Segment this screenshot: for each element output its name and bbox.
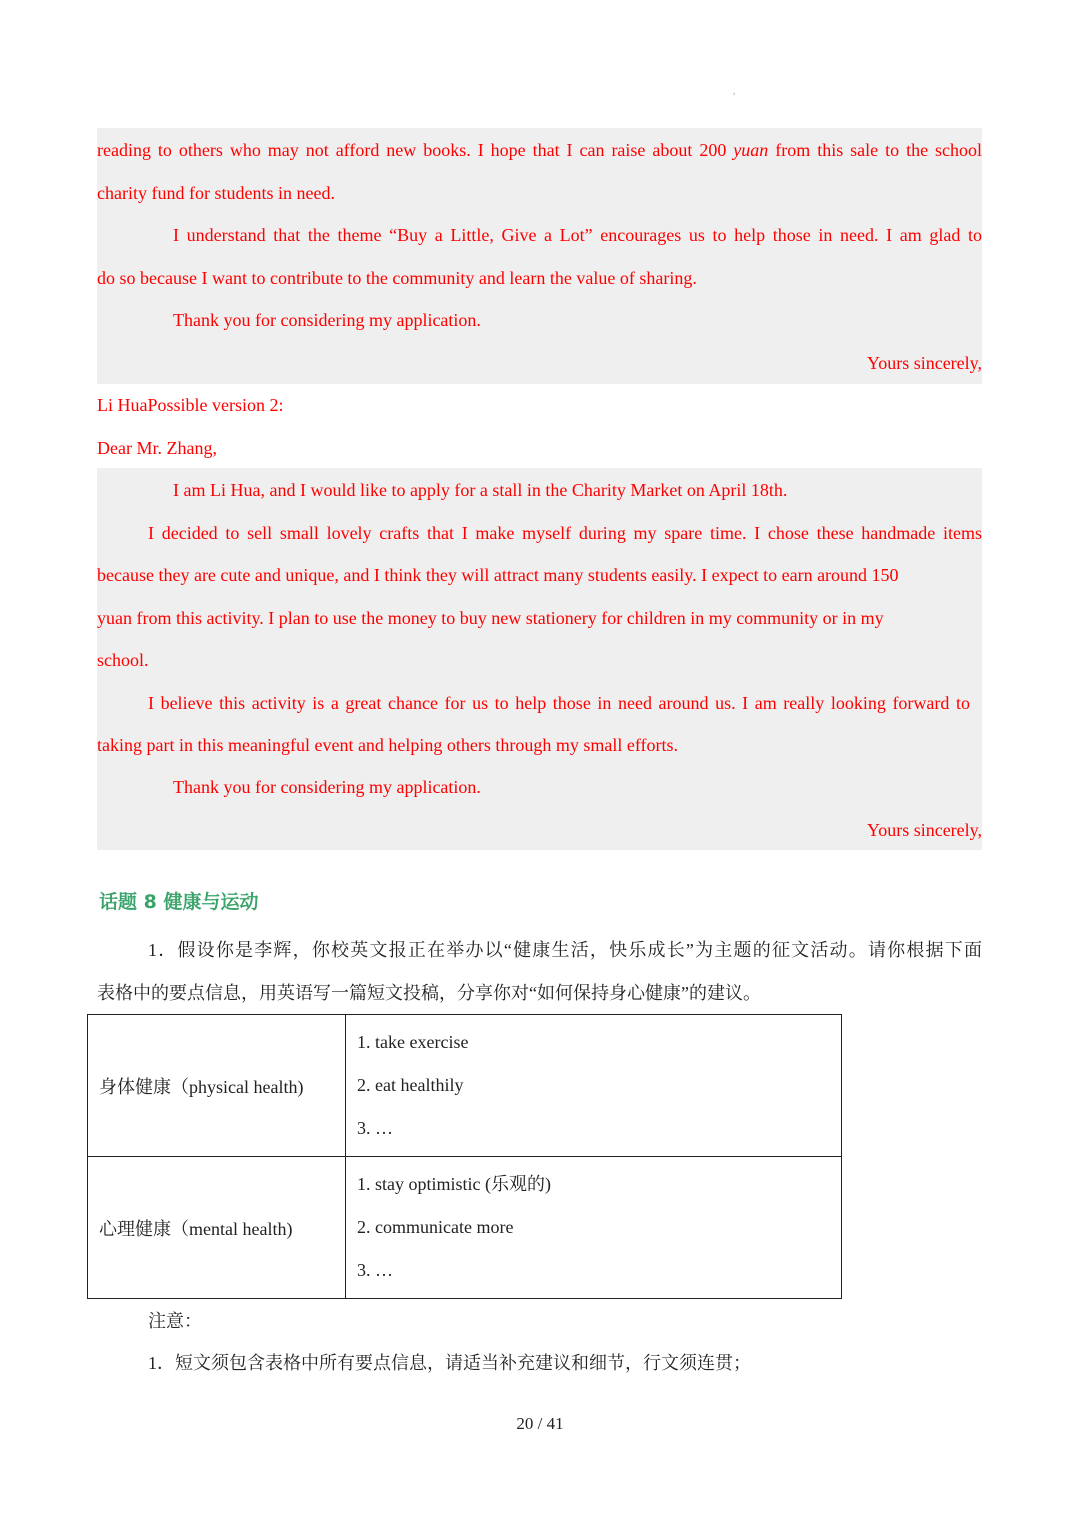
list-item: 3. …	[357, 1260, 393, 1280]
list-item: 3. …	[357, 1118, 393, 1138]
letter1-line-2: charity fund for students in need.	[97, 183, 335, 203]
table-items-cell	[346, 1015, 842, 1157]
list-item: 1. stay optimistic (乐观的)	[357, 1174, 551, 1194]
task-line-1: 1．假设你是李辉，你校英文报正在举办以“健康生活，快乐成长”为主题的征文活动。请你根据下面	[148, 940, 982, 960]
version2-p2-line-4: school.	[97, 650, 149, 670]
list-item: 2. communicate more	[357, 1217, 514, 1237]
letter1-line-1: reading to others who may not afford new books. I hope that I can raise about 200 yuan from this sale to the school	[97, 140, 983, 160]
version2-closing: Yours sincerely,	[867, 820, 982, 840]
list-item: 2. eat healthily	[357, 1075, 464, 1095]
letter1-line-3: I understand that the theme “Buy a Little, Give a Lot” encourages us to help those in need. I am glad to	[173, 225, 982, 245]
list-item: 1. take exercise	[357, 1032, 469, 1052]
version2-p2-line-1: I decided to sell small lovely crafts that I make myself during my spare time. I chose these handmade items	[148, 523, 982, 543]
version2-p2-line-2: because they are cute and unique, and I think they will attract many students easily. I expect to earn around 150	[97, 565, 899, 585]
answer-shade-1	[97, 128, 982, 384]
notes-title: 注意：	[148, 1311, 202, 1331]
letter1-thanks: Thank you for considering my application.	[173, 310, 481, 330]
table-items-cell	[346, 1157, 842, 1299]
notes-item-1: 1．短文须包含表格中所有要点信息，请适当补充建议和细节，行文须连贯；	[148, 1353, 751, 1373]
page-number: 20 / 41	[516, 1414, 564, 1433]
table-label-cell: 心理健康（mental health)	[88, 1157, 346, 1299]
header-mark: ,	[733, 86, 736, 96]
version2-greeting: Dear Mr. Zhang,	[97, 438, 217, 458]
table-label-cell: 身体健康（physical health)	[88, 1015, 346, 1157]
letter1-closing: Yours sincerely,	[867, 353, 982, 373]
version2-p1: I am Li Hua, and I would like to apply for a stall in the Charity Market on April 18th.	[173, 480, 788, 500]
table-row	[88, 1157, 842, 1299]
version2-heading: Li HuaPossible version 2:	[97, 395, 284, 415]
key-points-table	[87, 1014, 842, 1299]
version2-p3-line-2: taking part in this meaningful event and helping others through my small efforts.	[97, 735, 679, 755]
version2-p3-line-1: I believe this activity is a great chance for us to help those in need around us. I am really looking forward to	[148, 693, 970, 713]
letter1-line-4: do so because I want to contribute to the community and learn the value of sharing.	[97, 268, 697, 288]
task-line-2: 表格中的要点信息，用英语写一篇短文投稿，分享你对“如何保持身心健康”的建议。	[97, 983, 761, 1003]
version2-p2-line-3: yuan from this activity. I plan to use the money to buy new stationery for children in my community or in my	[97, 608, 884, 628]
version2-thanks: Thank you for considering my application.	[173, 777, 481, 797]
topic-title: 话题 8 健康与运动	[99, 891, 259, 913]
table-row	[88, 1015, 842, 1157]
